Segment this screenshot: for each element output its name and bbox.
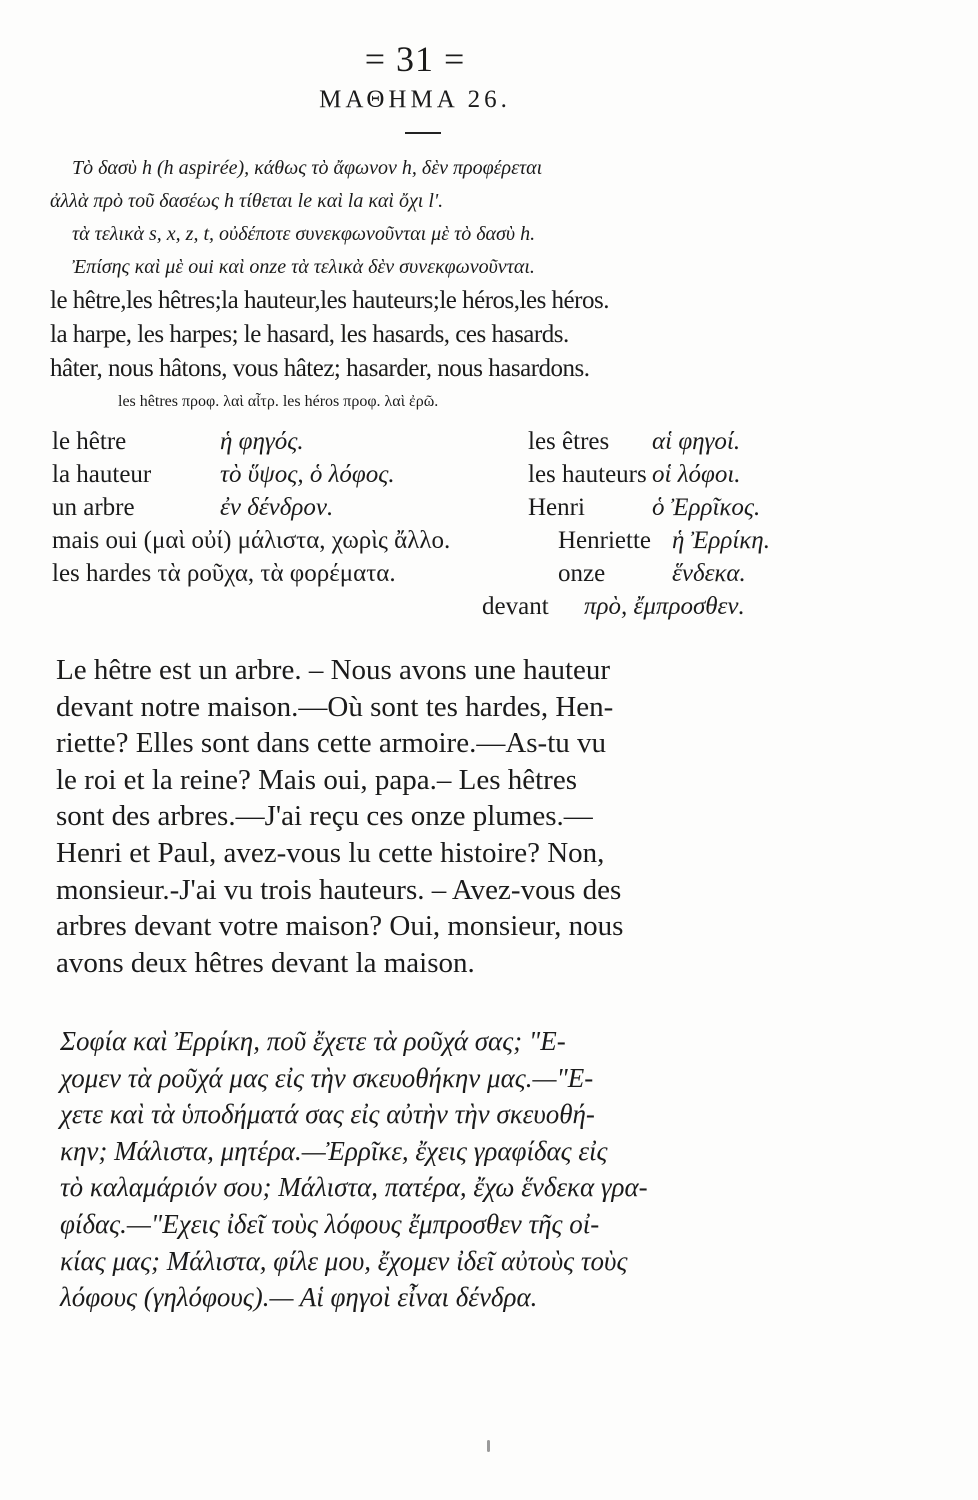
example-line: la harpe, les harpes; le hasard, les hasards, ces hasards. bbox=[50, 321, 569, 348]
vocab-french: le hêtre bbox=[52, 428, 127, 455]
title-divider bbox=[405, 132, 441, 134]
vocab-french: un arbre bbox=[52, 494, 135, 521]
exercise-line: Le hêtre est un arbre. – Nous avons une hauteur bbox=[56, 654, 611, 686]
note-line: ἀλλὰ πρὸ τοῦ δασέως h τίθεται le καὶ la καὶ ὄχι l'. bbox=[50, 190, 444, 212]
exercise-line: χομεν τὰ ροῦχά μας εἰς τὴν σκευοθήκην μας.—"Ε- bbox=[60, 1062, 594, 1093]
exercise-line: λόφους (γηλόφους).— Αἱ φηγοὶ εἶναι δένδρα. bbox=[60, 1282, 538, 1313]
exercise-line: le roi et la reine? Mais oui, papa.– Les hêtres bbox=[56, 763, 577, 796]
vocab-french: les êtres bbox=[528, 428, 610, 455]
vocab-french: la hauteur bbox=[52, 461, 152, 488]
exercise-line: Henri et Paul, avez-vous lu cette histoire? Non, bbox=[56, 836, 605, 869]
vocab-greek: πρὸ, ἔμπροσθεν. bbox=[584, 593, 745, 620]
exercise-line: monsieur.-J'ai vu trois hauteurs. – Avez-vous des bbox=[56, 873, 622, 906]
pronunciation-example: les hêtres προφ. λαὶ αἶτρ. les héros προφ. λαὶ ἐρῶ. bbox=[118, 393, 439, 410]
vocab-greek: ἕνδεκα. bbox=[672, 560, 746, 587]
exercise-line: τὸ καλαμάριόν σου; Μάλιστα, πατέρα, ἔχω ἕνδεκα γρα- bbox=[60, 1172, 648, 1203]
vocab-phrase: mais oui (μαὶ οὐί) μάλιστα, χωρὶς ἄλλο. bbox=[52, 527, 451, 554]
vocab-greek: αἱ φηγοί. bbox=[652, 428, 741, 455]
greek-exercise bbox=[60, 1023, 800, 1316]
exercise-line: Σοφία καὶ Ἐρρίκη, ποῦ ἔχετε τὰ ροῦχά σας; "Ε- bbox=[60, 1026, 566, 1056]
example-line: le hêtre,les hêtres;la hauteur,les hauteurs;le héros,les héros. bbox=[50, 287, 609, 314]
exercise-line: arbres devant votre maison? Oui, monsieur, nous bbox=[56, 910, 624, 943]
note-line: Τὸ δασὺ h (h aspirée), κάθως τὸ ἄφωνον h, δὲν προφέρεται bbox=[72, 157, 543, 179]
exercise-line: avons deux hêtres devant la maison. bbox=[56, 946, 475, 979]
exercise-line: φίδας.—"Εχεις ἰδεῖ τοὺς λόφους ἔμπροσθεν τῆς οἰ- bbox=[60, 1208, 600, 1239]
paper-speck bbox=[487, 1440, 490, 1452]
vocab-greek: τὸ ὕψος, ὁ λόφος. bbox=[220, 461, 395, 488]
vocabulary-list bbox=[52, 428, 812, 628]
vocab-greek: ἐν δένδρον. bbox=[220, 494, 334, 521]
exercise-line: κην; Μάλιστα, μητέρα.—Ἐρρῖκε, ἔχεις γραφίδας εἰς bbox=[60, 1135, 608, 1166]
vocab-greek: ὁ Ἐρρῖκος. bbox=[652, 494, 761, 521]
page-number: = 31 = bbox=[364, 39, 466, 79]
exercise-line: riette? Elles sont dans cette armoire.—As-tu vu bbox=[56, 727, 607, 760]
vocab-french: les hauteurs bbox=[528, 461, 647, 488]
pronunciation-notes bbox=[50, 152, 810, 284]
vocab-phrase: les hardes τὰ ροῦχα, τὰ φορέματα. bbox=[52, 560, 396, 587]
exercise-line: κίας μας; Μάλιστα, φίλε μου, ἔχομεν ἰδεῖ αὐτοὺς τοὺς bbox=[60, 1245, 628, 1276]
lesson-title: ΜΑΘΗΜΑ 26. bbox=[319, 86, 511, 113]
exercise-line: devant notre maison.—Où sont tes hardes, Hen- bbox=[56, 690, 614, 723]
vocab-french: devant bbox=[482, 593, 549, 620]
note-line: Ἐπίσης καὶ μὲ oui καὶ onze τὰ τελικὰ δὲν συνεκφωνοῦνται. bbox=[72, 256, 535, 278]
note-line: τὰ τελικὰ s, x, z, t, οὐδέποτε συνεκφωνοῦνται μὲ τὸ δασὺ h. bbox=[72, 223, 536, 245]
french-exercise bbox=[56, 652, 796, 981]
vocab-french: Henriette bbox=[558, 527, 652, 554]
exercise-line: sont des arbres.—J'ai reçu ces onze plumes.— bbox=[56, 800, 593, 833]
vocab-greek: ἡ Ἐρρίκη. bbox=[672, 527, 770, 554]
vocab-french: Henri bbox=[528, 494, 585, 521]
vocab-greek: οἱ λόφοι. bbox=[652, 461, 741, 488]
vocab-french: onze bbox=[558, 560, 606, 587]
exercise-line: χετε καὶ τὰ ὑποδήματά σας εἰς αὐτὴν τὴν σκευοθή- bbox=[60, 1099, 595, 1130]
example-line: hâter, nous hâtons, vous hâtez; hasarder, nous hasardons. bbox=[50, 355, 590, 382]
vocab-greek: ἡ φηγός. bbox=[220, 428, 304, 455]
example-words bbox=[50, 284, 810, 386]
